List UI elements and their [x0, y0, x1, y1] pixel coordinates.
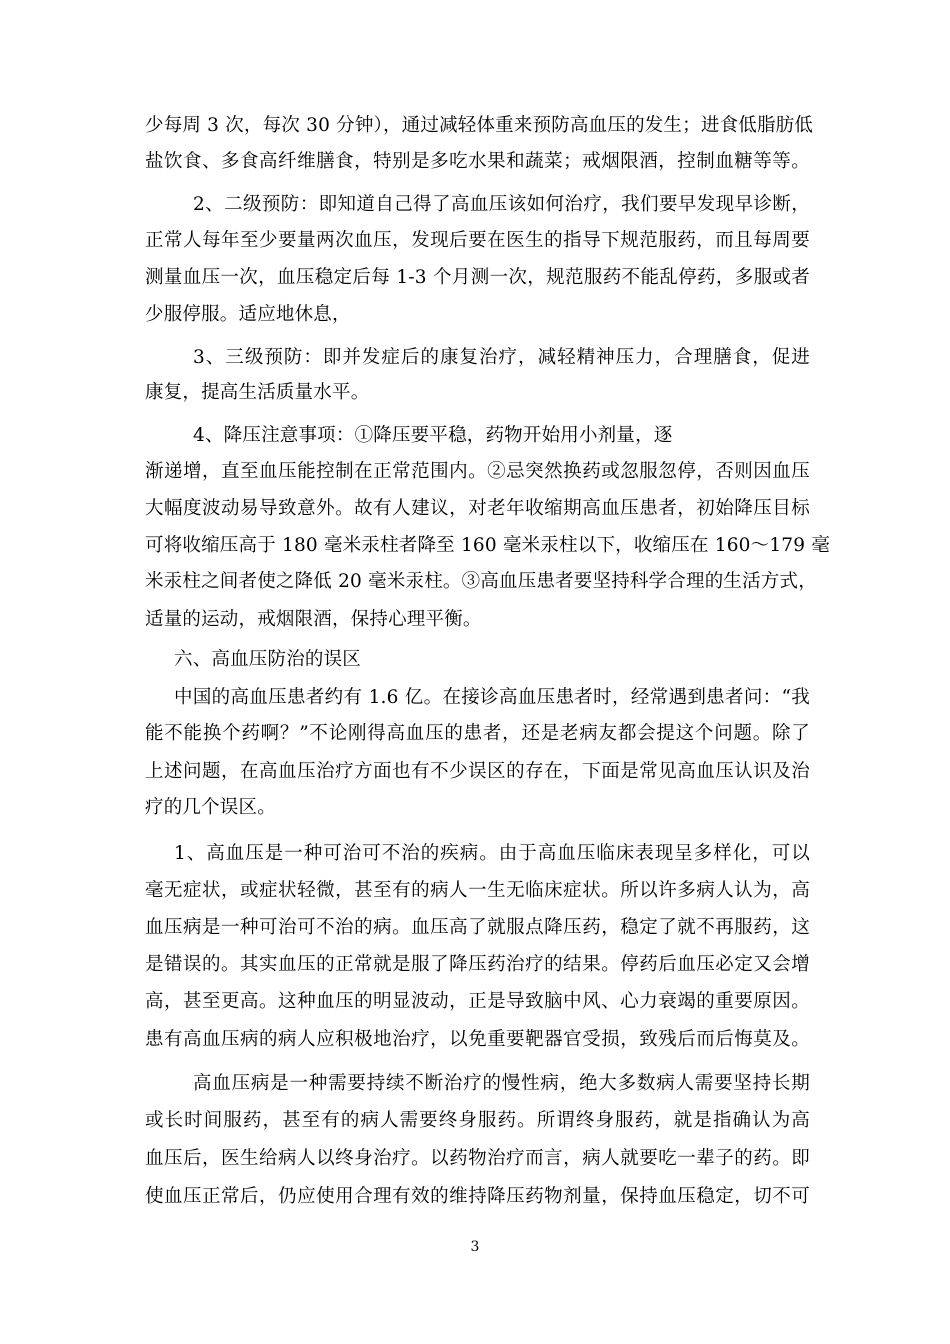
text-line: 高血压病是一种需要持续不断治疗的慢性病，绝大多数病人需要坚持长期 [193, 1073, 810, 1094]
section-heading: 六、高血压防治的误区 [174, 649, 362, 670]
text-line: 大幅度波动易导致意外。故有人建议，对老年收缩期高血压患者，初始降压目标 [145, 498, 810, 519]
text-line: 康复，提高生活质量水平。 [145, 382, 370, 403]
page-number: 3 [470, 1239, 480, 1255]
text-line: 是错误的。其实血压的正常就是服了降压药治疗的结果。停药后血压必定又会增 [145, 954, 810, 975]
text-line: 可将收缩压高于 180 毫米汞柱者降至 160 毫米汞柱以下，收缩压在 160～179 毫 [145, 535, 831, 556]
text-line: 少每周 3 次，每次 30 分钟），通过减轻体重来预防高血压的发生；进食低脂肪低 [145, 115, 814, 136]
text-line: 3、三级预防：即并发症后的康复治疗，减轻精神压力，合理膳食，促进 [193, 347, 810, 368]
text-line: 血压后，医生给病人以终身治疗。以药物治疗而言，病人就要吃一辈子的药。即 [145, 1148, 810, 1169]
text-line: 血压病是一种可治可不治的病。血压高了就服点降压药，稳定了就不再服药，这 [145, 917, 810, 938]
text-line: 使血压正常后，仍应使用合理有效的维持降压药物剂量，保持血压稳定，切不可 [145, 1186, 810, 1207]
text-line: 正常人每年至少要量两次血压，发现后要在医生的指导下规范服药，而且每周要 [145, 230, 810, 251]
text-line: 高，甚至更高。这种血压的明显波动，正是导致脑中风、心力衰竭的重要原因。 [145, 991, 810, 1012]
text-line: 能不能换个药啊？”不论刚得高血压的患者，还是老病友都会提这个问题。除了 [145, 723, 810, 744]
text-line: 中国的高血压患者约有 1.6 亿。在接诊高血压患者时，经常遇到患者问：“我 [174, 687, 810, 708]
text-line: 盐饮食、多食高纤维膳食，特别是多吃水果和蔬菜；戒烟限酒，控制血糖等等。 [145, 151, 810, 172]
text-line: 毫无症状，或症状轻微，甚至有的病人一生无临床症状。所以许多病人认为，高 [145, 880, 810, 901]
text-line: 或长时间服药，甚至有的病人需要终身服药。所谓终身服药，就是指确认为高 [145, 1110, 810, 1131]
text-line: 适量的运动，戒烟限酒，保持心理平衡。 [145, 609, 482, 630]
text-line: 渐递增，直至血压能控制在正常范围内。②忌突然换药或忽服忽停，否则因血压 [145, 461, 810, 482]
text-line: 4、降压注意事项：①降压要平稳，药物开始用小剂量，逐 [193, 425, 673, 446]
text-line: 米汞柱之间者使之降低 20 毫米汞柱。③高血压患者要坚持科学合理的生活方式， [145, 571, 817, 592]
text-line: 1、高血压是一种可治可不治的疾病。由于高血压临床表现呈多样化，可以 [174, 843, 810, 864]
text-line: 疗的几个误区。 [145, 797, 276, 818]
text-line: 测量血压一次，血压稳定后每 1-3 个月测一次，规范服药不能乱停药，多服或者 [145, 267, 810, 288]
text-line: 患有高血压病的病人应积极地治疗，以免重要靶器官受损，致残后而后悔莫及。 [145, 1029, 810, 1050]
text-line: 2、二级预防：即知道自己得了高血压该如何治疗，我们要早发现早诊断， [193, 194, 810, 215]
text-line: 少服停服。适应地休息， [145, 304, 351, 325]
text-line: 上述问题，在高血压治疗方面也有不少误区的存在，下面是常见高血压认识及治 [145, 761, 810, 782]
